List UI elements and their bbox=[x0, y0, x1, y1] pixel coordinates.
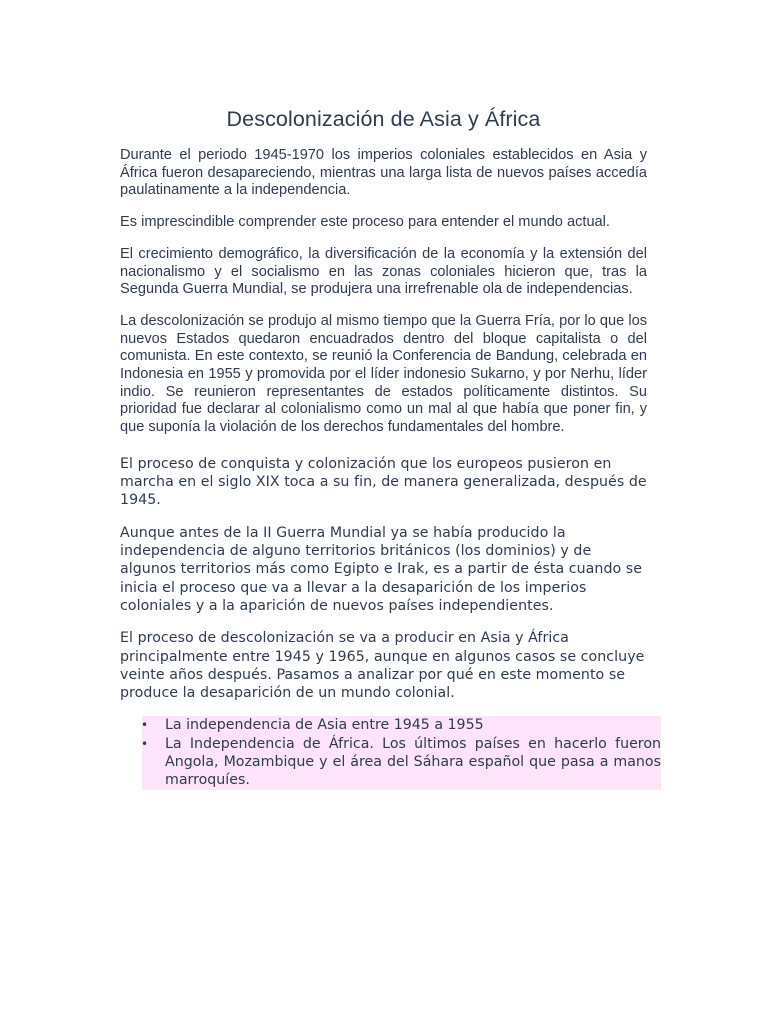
list-item-text: La independencia de Asia entre 1945 a 1955 bbox=[165, 717, 484, 734]
paragraph-conquest: El proceso de conquista y colonización que los europeos pusieron en marcha en el siglo XIX toca a su fin, de manera generalizada, después de 1945. bbox=[120, 455, 647, 509]
highlighted-list bbox=[142, 716, 661, 789]
bullet-icon: • bbox=[141, 736, 149, 751]
paragraph-before-war: Aunque antes de la II Guerra Mundial ya se había producido la independencia de alguno territorios británicos (los dominios) y de algunos territorios más como Egipto e Irak, es a partir de ésta cuando se inicia el proceso que va a llevar a la desaparición de los imperios coloniales y a la aparición de nuevos países independientes. bbox=[120, 524, 643, 614]
page-title: Descolonización de Asia y África bbox=[226, 107, 541, 131]
paragraph-causes: El crecimiento demográfico, la diversificación de la economía y la extensión del nacionalismo y el socialismo en las zonas coloniales hicieron que, tras la Segunda Guerra Mundial, se produjera una irrefrenable ola de independencias. bbox=[120, 245, 647, 298]
paragraph-period: El proceso de descolonización se va a producir en Asia y África principalmente entre 1945 y 1965, aunque en algunos casos se concluye veinte años después. Pasamos a analizar por qué en este momento se produce la desaparición de un mundo colonial. bbox=[120, 630, 645, 702]
bullet-icon: • bbox=[141, 718, 149, 733]
paragraph-cold-war: La descolonización se produjo al mismo tiempo que la Guerra Fría, por lo que los nuevos Estados quedaron encuadrados dentro del bloque capitalista o del comunista. En este contexto, se reunió la Conferencia de Bandung, celebrada en Indonesia en 1955 y promovida por el líder indonesio Sukarno, y por Nerhu, líder indio. Se reunieron representantes de estados políticamente distintos. Su prioridad fue declarar al colonialismo como un mal al que había que poner fin, y que suponía la violación de los derechos fundamentales del hombre. bbox=[120, 312, 647, 436]
list-item bbox=[142, 716, 661, 734]
paragraph-importance: Es imprescindible comprender este proceso para entender el mundo actual. bbox=[120, 214, 610, 231]
document-page bbox=[120, 104, 661, 789]
list-item-text: La Independencia de África. Los últimos países en hacerlo fueron Angola, Mozambique y el área del Sáhara español que pasa a manos marroquíes. bbox=[165, 735, 661, 789]
list-item bbox=[142, 735, 661, 790]
paragraph-intro: Durante el periodo 1945-1970 los imperios coloniales establecidos en Asia y África fueron desapareciendo, mientras una larga lista de nuevos países accedía paulatinamente a la independencia. bbox=[120, 147, 647, 199]
